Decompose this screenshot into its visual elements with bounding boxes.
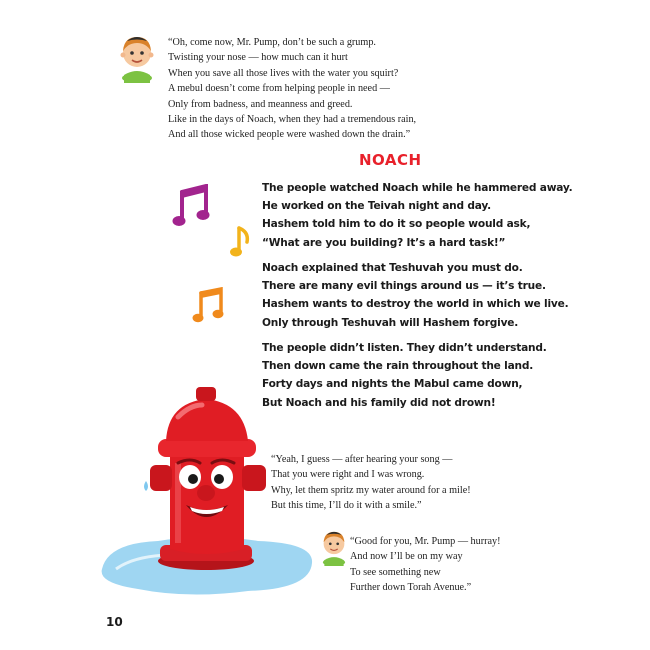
boy-face-icon [318,526,350,566]
song-stanza [262,179,572,252]
song-line: Then down came the rain throughout the land. [262,360,534,373]
verse-line: Only from badness, and meanness and greed. [168,98,353,110]
song-line: Noach explained that Teshuvah you must do. [262,262,523,274]
verse-line: And all those wicked people were washed down the drain.” [168,129,411,141]
verse-line: Twisting your nose — how much can it hurt [168,52,348,64]
song-line: He worked on the Teivah night and day. [262,200,491,213]
song-line: Only through Teshuvah will Hashem forgive. [262,316,519,329]
song-line: “What are you building? It’s a hard task!” [262,236,506,249]
song-line: The people didn’t listen. They didn’t understand. [262,342,547,354]
page-number: 10 [106,615,123,629]
verse-line: When you save all those lives with the water you squirt? [168,67,399,79]
verse-line: “Yeah, I guess — after hearing your song — [271,454,453,465]
pump-verse [271,452,471,514]
intro-verse [168,35,416,143]
verse-line: That you were right and I was wrong. [271,469,425,481]
music-note-icon [172,184,214,230]
verse-line: And now I’ll be on my way [350,551,463,563]
song-line: Hashem told him to do it so people would ask, [262,218,531,231]
music-note-icon [229,224,251,260]
verse-line: To see something new [350,566,441,578]
song-stanza [262,259,568,332]
song-title: NOACH [359,151,422,169]
song-line: Forty days and nights the Mabul came down, [262,378,523,391]
song-line: Hashem wants to destroy the world in which we live. [262,298,569,311]
music-note-icon [191,287,227,325]
verse-line: Further down Torah Avenue.” [350,582,472,594]
verse-line: Like in the days of Noach, when they had a tremendous rain, [168,114,417,126]
verse-line: Why, let them spritz my water around for a mile! [271,484,471,496]
song-line: The people watched Noach while he hammered away. [262,182,573,194]
boy-verse [350,534,501,596]
verse-line: “Good for you, Mr. Pump — hurray! [350,536,501,547]
boy-face-icon [116,29,158,83]
verse-line: A mebul doesn’t come from helping people in need — [168,83,390,95]
song-line: There are many evil things around us — it’s true. [262,280,546,293]
song-line: But Noach and his family did not drown! [262,396,496,409]
verse-line: But this time, I’ll do it with a smile.” [271,500,422,512]
verse-line: “Oh, come now, Mr. Pump, don’t be such a grump. [168,37,376,48]
